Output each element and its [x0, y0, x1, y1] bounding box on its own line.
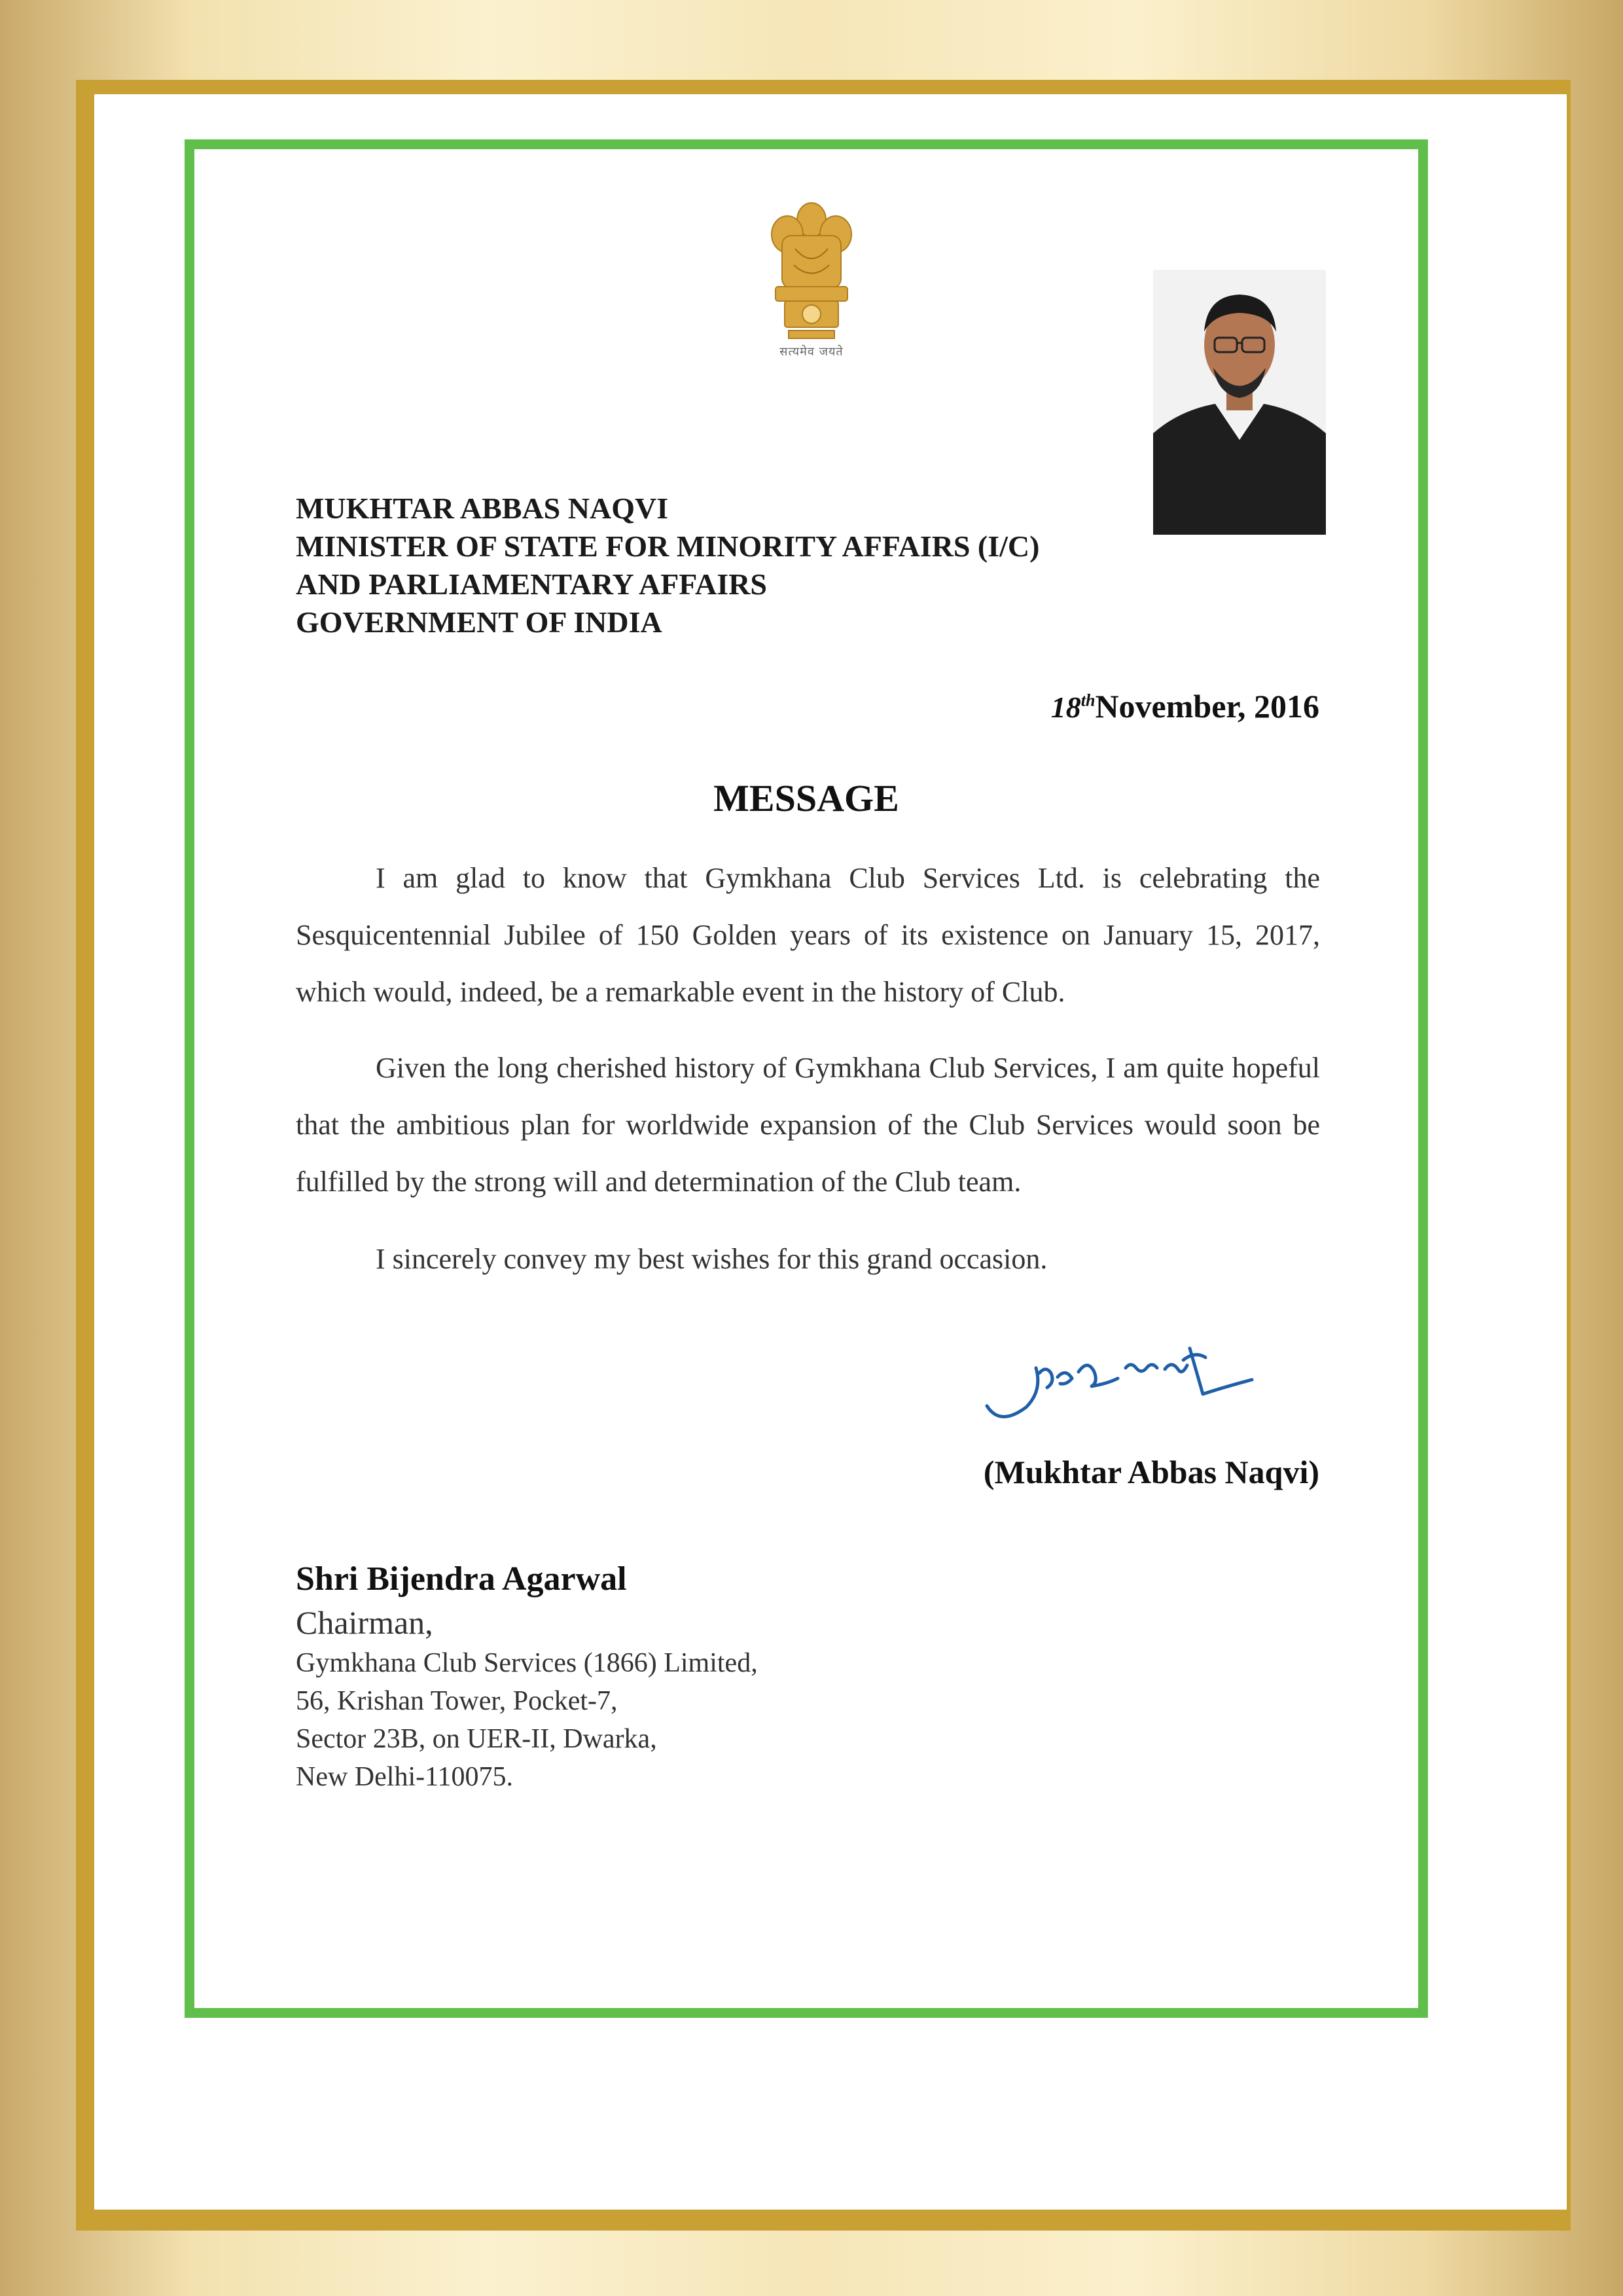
letterhead-block [296, 490, 1039, 641]
letter-date [1051, 687, 1319, 725]
recipient-address-line: New Delhi-110075. [296, 1762, 514, 1792]
message-paragraph-2: Given the long cherished history of Gymkhana Club Services, I am quite hopeful that the ambitious plan for worldwide expansion of the Club Services would soon be fulfilled by the strong will and determination of the Club team. [296, 1052, 1320, 1198]
minister-portrait-photo [1153, 270, 1326, 535]
date-suffix: th [1080, 691, 1096, 710]
recipient-name: Shri Bijendra Agarwal [296, 1560, 627, 1598]
recipient-role: Chairman, [296, 1604, 433, 1641]
letterhead-government: GOVERNMENT OF INDIA [296, 605, 662, 639]
message-paragraph-3: I sincerely convey my best wishes for this grand occasion. [376, 1243, 1048, 1275]
letterhead-title-cont: AND PARLIAMENTARY AFFAIRS [296, 567, 767, 601]
date-month-year: November, 2016 [1095, 688, 1319, 725]
date-day: 18 [1050, 691, 1081, 724]
recipient-address-block [296, 1558, 758, 1796]
message-heading: MESSAGE [713, 777, 899, 819]
ashoka-emblem-icon [762, 196, 861, 367]
recipient-address-line: Sector 23B, on UER-II, Dwarka, [296, 1724, 657, 1754]
signatory-name: (Mukhtar Abbas Naqvi) [983, 1454, 1319, 1490]
emblem-motto: सत्यमेव जयते [779, 345, 844, 359]
letterhead-title: MINISTER OF STATE FOR MINORITY AFFAIRS (I/C) [296, 529, 1040, 563]
recipient-address-line: Gymkhana Club Services (1866) Limited, [296, 1648, 758, 1678]
handwritten-signature [974, 1329, 1262, 1440]
recipient-address-line: 56, Krishan Tower, Pocket-7, [296, 1686, 618, 1716]
letterhead-name: MUKHTAR ABBAS NAQVI [296, 492, 669, 525]
message-paragraph-1: I am glad to know that Gymkhana Club Services Ltd. is celebrating the Sesquicentennial Jubilee of 150 Golden years of its existence on January 15, 2017, which would, indeed, be a remarkable event in the history of Club. [296, 862, 1320, 1008]
